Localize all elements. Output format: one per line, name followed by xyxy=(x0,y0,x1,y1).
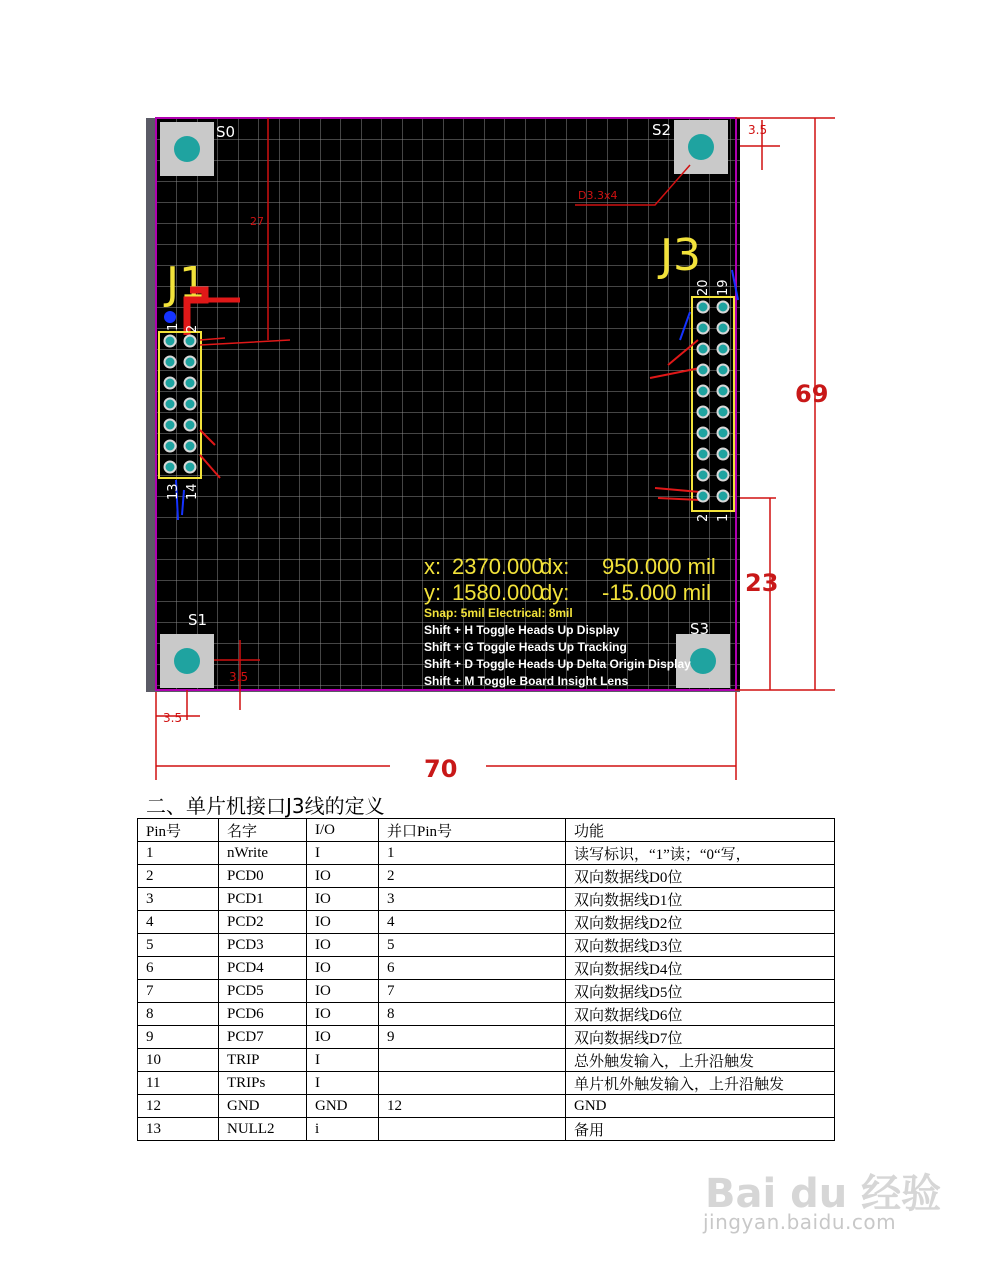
cell-function: 双向数据线D1位 xyxy=(566,888,835,911)
hud-shortcut: Shift + G Toggle Heads Up Tracking xyxy=(424,640,627,654)
cell-parallel-pin: 6 xyxy=(379,957,566,980)
cell-io: IO xyxy=(307,1003,379,1026)
pin-pad xyxy=(718,323,729,334)
cell-parallel-pin: 5 xyxy=(379,934,566,957)
hud-shortcut: Shift + H Toggle Heads Up Display xyxy=(424,623,620,637)
cell-name: PCD7 xyxy=(219,1026,307,1049)
table-row xyxy=(138,980,835,1003)
pin-pad xyxy=(185,399,196,410)
pin-pad xyxy=(698,386,709,397)
table-row xyxy=(138,1049,835,1072)
label-s1: S1 xyxy=(188,611,208,629)
pin-pad xyxy=(718,491,729,502)
pin-pad xyxy=(718,365,729,376)
pin-pad xyxy=(718,407,729,418)
cell-name: PCD2 xyxy=(219,911,307,934)
hud-snap: Snap: 5mil Electrical: 8mil xyxy=(424,606,573,620)
cell-function: 双向数据线D7位 xyxy=(566,1026,835,1049)
pin-pad xyxy=(718,386,729,397)
cell-pin: 2 xyxy=(138,865,219,888)
cell-io: i xyxy=(307,1118,379,1141)
mounting-hole-s0 xyxy=(160,122,214,176)
cell-function: 单片机外触发输入，上升沿触发 xyxy=(566,1072,835,1095)
pin-pad xyxy=(718,449,729,460)
pin-pad xyxy=(165,462,176,473)
pin-pad xyxy=(185,420,196,431)
cell-io: IO xyxy=(307,957,379,980)
j3-pin-1-label: 1 xyxy=(716,513,731,522)
pin-pad xyxy=(698,407,709,418)
cell-parallel-pin: 12 xyxy=(379,1095,566,1118)
cell-pin: 1 xyxy=(138,842,219,865)
pin-pad xyxy=(185,462,196,473)
baidu-jingyan-logo: Bai du 经验 xyxy=(705,1171,942,1217)
dimension-hole-offset-right: 3.5 xyxy=(748,123,768,137)
cell-pin: 4 xyxy=(138,911,219,934)
header-parallel-pin: 并口Pin号 xyxy=(379,819,566,842)
cell-parallel-pin: 1 xyxy=(379,842,566,865)
table-row xyxy=(138,888,835,911)
table-row xyxy=(138,1003,835,1026)
hud-dx-value: 950.000 mil xyxy=(602,554,716,579)
cell-parallel-pin: 8 xyxy=(379,1003,566,1026)
table-row xyxy=(138,865,835,888)
pin-pad xyxy=(698,302,709,313)
pin-pad xyxy=(185,378,196,389)
pin-pad xyxy=(718,428,729,439)
cell-parallel-pin: 7 xyxy=(379,980,566,1003)
hud-y-value: 1580.000 xyxy=(452,580,544,605)
cell-io: IO xyxy=(307,980,379,1003)
hud-y-label: y: xyxy=(424,580,442,605)
cell-function: 双向数据线D6位 xyxy=(566,1003,835,1026)
table-row xyxy=(138,911,835,934)
j3-pin-2-label: 2 xyxy=(696,513,711,522)
cell-function: 总外触发输入，上升沿触发 xyxy=(566,1049,835,1072)
hud-dy-label: dy: xyxy=(540,580,570,605)
mounting-hole-s1 xyxy=(160,634,214,688)
pin-pad xyxy=(698,470,709,481)
dimension-j1-offset: 27 xyxy=(250,215,264,228)
pin-pad xyxy=(165,378,176,389)
cell-name: nWrite xyxy=(219,842,307,865)
table-row xyxy=(138,1118,835,1141)
pin-pad xyxy=(698,449,709,460)
cell-io: IO xyxy=(307,1026,379,1049)
cell-io: IO xyxy=(307,934,379,957)
hud-x-label: x: xyxy=(424,554,442,579)
cell-name: PCD0 xyxy=(219,865,307,888)
cell-function: 双向数据线D2位 xyxy=(566,911,835,934)
label-j3: J3 xyxy=(660,230,701,281)
pin-pad xyxy=(165,336,176,347)
cell-parallel-pin xyxy=(379,1118,566,1141)
pin-definition-table xyxy=(137,818,835,1141)
cell-pin: 8 xyxy=(138,1003,219,1026)
dimension-hole-offset-bottom: 3.5 xyxy=(229,670,249,684)
j1-pin-1-label: 1 xyxy=(166,322,181,331)
section-title: 二、单片机接口J3线的定义 xyxy=(146,794,385,818)
cell-io: GND xyxy=(307,1095,379,1118)
cell-name: TRIPs xyxy=(219,1072,307,1095)
cell-parallel-pin: 4 xyxy=(379,911,566,934)
hud-shortcut: Shift + D Toggle Heads Up Delta Origin Display xyxy=(424,657,691,671)
pin-pad xyxy=(185,357,196,368)
cell-io: I xyxy=(307,842,379,865)
dimension-j3-offset: 23 xyxy=(745,569,779,597)
pin-pad xyxy=(698,323,709,334)
pin-pad xyxy=(718,470,729,481)
dimension-hole-offset-left: 3.5 xyxy=(163,711,183,725)
pin-pad xyxy=(698,365,709,376)
cell-name: TRIP xyxy=(219,1049,307,1072)
cell-parallel-pin: 2 xyxy=(379,865,566,888)
label-s3: S3 xyxy=(690,620,710,638)
pin-pad xyxy=(185,336,196,347)
header-name: 名字 xyxy=(219,819,307,842)
hud-dx-label: dx: xyxy=(540,554,570,579)
label-s2: S2 xyxy=(652,121,672,139)
pin-pad xyxy=(165,399,176,410)
cell-name: PCD6 xyxy=(219,1003,307,1026)
pin-pad xyxy=(165,420,176,431)
cell-pin: 7 xyxy=(138,980,219,1003)
header-io: I/O xyxy=(307,819,379,842)
cell-io: IO xyxy=(307,888,379,911)
j1-pin-2-label: 2 xyxy=(185,324,200,333)
cell-name: NULL2 xyxy=(219,1118,307,1141)
header-function: 功能 xyxy=(566,819,835,842)
hud-x-value: 2370.000 xyxy=(452,554,544,579)
cell-parallel-pin: 3 xyxy=(379,888,566,911)
watermark-url: jingyan.baidu.com xyxy=(703,1210,897,1234)
table-row xyxy=(138,842,835,865)
cell-function: 读写标识，“1”读；“0“写， xyxy=(566,842,835,865)
j3-pin-20-label: 20 xyxy=(696,279,711,296)
cell-function: 双向数据线D0位 xyxy=(566,865,835,888)
cell-pin: 5 xyxy=(138,934,219,957)
pin-pad xyxy=(185,441,196,452)
cell-name: PCD3 xyxy=(219,934,307,957)
cell-function: 备用 xyxy=(566,1118,835,1141)
cell-parallel-pin: 9 xyxy=(379,1026,566,1049)
cell-pin: 12 xyxy=(138,1095,219,1118)
hud-dy-value: -15.000 mil xyxy=(602,580,711,605)
pin-pad xyxy=(698,344,709,355)
pin-pad xyxy=(718,344,729,355)
j1-pin-14-label: 14 xyxy=(185,483,200,500)
cell-name: PCD5 xyxy=(219,980,307,1003)
table-row xyxy=(138,957,835,980)
cell-pin: 10 xyxy=(138,1049,219,1072)
cell-pin: 11 xyxy=(138,1072,219,1095)
cell-name: PCD1 xyxy=(219,888,307,911)
table-row xyxy=(138,1072,835,1095)
pin-pad xyxy=(165,357,176,368)
j1-pin-13-label: 13 xyxy=(166,483,181,500)
pin-pad xyxy=(698,491,709,502)
dimension-width: 70 xyxy=(424,755,458,783)
table-row xyxy=(138,1095,835,1118)
pin-pad xyxy=(698,428,709,439)
cell-parallel-pin xyxy=(379,1072,566,1095)
table-row xyxy=(138,934,835,957)
cell-parallel-pin xyxy=(379,1049,566,1072)
cell-function: 双向数据线D5位 xyxy=(566,980,835,1003)
cell-io: I xyxy=(307,1072,379,1095)
cell-pin: 3 xyxy=(138,888,219,911)
label-s0: S0 xyxy=(216,123,236,141)
cell-function: 双向数据线D3位 xyxy=(566,934,835,957)
dimension-hole-spec: D3.3x4 xyxy=(578,189,618,202)
cell-function: GND xyxy=(566,1095,835,1118)
pin-pad xyxy=(165,441,176,452)
label-j1: J1 xyxy=(166,258,207,309)
cell-pin: 9 xyxy=(138,1026,219,1049)
table-header-row xyxy=(138,819,835,842)
cell-io: I xyxy=(307,1049,379,1072)
dimension-height: 69 xyxy=(795,380,829,408)
header-pin: Pin号 xyxy=(138,819,219,842)
mounting-hole-s2 xyxy=(674,120,728,174)
cell-pin: 6 xyxy=(138,957,219,980)
table-row xyxy=(138,1026,835,1049)
pin-pad xyxy=(718,302,729,313)
cell-name: PCD4 xyxy=(219,957,307,980)
j3-pin-19-label: 19 xyxy=(716,279,731,296)
cell-pin: 13 xyxy=(138,1118,219,1141)
cell-io: IO xyxy=(307,911,379,934)
cell-io: IO xyxy=(307,865,379,888)
cell-name: GND xyxy=(219,1095,307,1118)
hud-shortcut: Shift + M Toggle Board Insight Lens xyxy=(424,674,629,688)
cell-function: 双向数据线D4位 xyxy=(566,957,835,980)
